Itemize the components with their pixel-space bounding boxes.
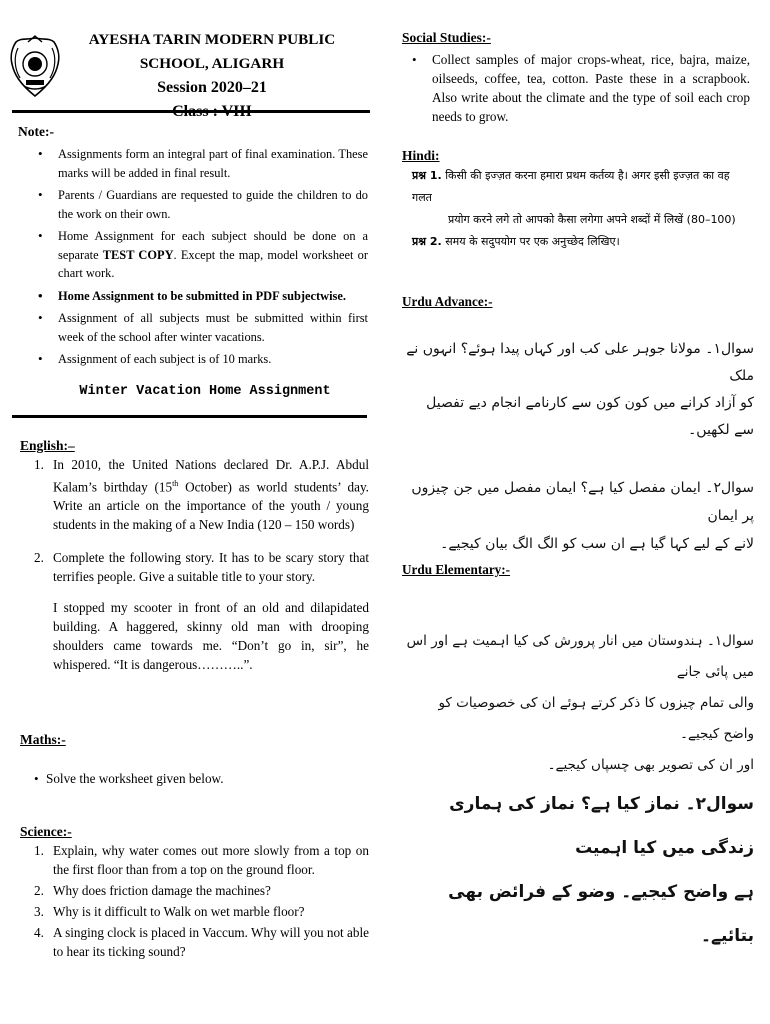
urdu-elementary-heading: Urdu Elementary:-: [402, 562, 511, 577]
english-question: 1. In 2010, the United Nations declared Dr. A.P.J. Abdul Kalam’s birthday (15th October) as world students’ day. Write an article on the importance of the youth / young students in the making of a New India (120 – 150 words): [34, 457, 369, 533]
note-item: • Assignment of each subject is of 10 marks.: [38, 350, 368, 369]
maths-section: [20, 730, 369, 792]
hindi-question: प्रश्न 2. समय के सदुपयोग पर एक अनुच्छेद लिखिए।: [412, 235, 620, 248]
social-heading: Social Studies:-: [402, 30, 491, 45]
note-item: • Home Assignment for each subject should be done on a separate TEST COPY. Except the map, model worksheet or chart work.: [38, 227, 368, 283]
assignment-title: Winter Vacation Home Assignment: [79, 384, 331, 399]
maths-heading: Maths:-: [20, 732, 66, 747]
session-label: Session 2020–21: [157, 79, 267, 96]
header-rule: [12, 110, 370, 113]
social-section: [402, 28, 750, 130]
social-item: • Collect samples of major crops-wheat, rice, bajra, maize, oilseeds, coffee, tea, cotton. Paste these in a scrapbook. Also write about the climate and the type of soil each crop needs to grow.: [412, 50, 750, 126]
note-section: [18, 122, 368, 373]
science-question: 3. Why is it difficult to Walk on wet marble floor?: [34, 904, 305, 919]
note-list: [38, 145, 368, 369]
hindi-question-cont: प्रयोग करने लगे तो आपको कैसा लगेगा अपने शब्दों में लिखें (80–100): [448, 213, 736, 226]
note-item: • Assignment of all subjects must be submitted within first week of the school after winter vacations.: [38, 309, 368, 346]
hindi-heading: Hindi:: [402, 148, 440, 163]
science-question: 4. A singing clock is placed in Vaccum. Why will you not able to hear its ticking sound?: [34, 925, 369, 959]
science-question: 2. Why does friction damage the machines?: [34, 883, 271, 898]
science-question: 1. Explain, why water comes out more slowly from a top on the first floor than from a top on the ground floor.: [34, 843, 369, 877]
urdu-elementary-q2: سوال۲۔ نماز کیا ہے؟ نماز کی ہماری زندگی میں کیا اہمیت ہے واضح کیجیے۔ وضو کے فرائض بھی بتائیے۔: [448, 794, 754, 946]
english-question: 2. Complete the following story. It has to be scary story that terrifies people. Give a suitable title to your story.: [34, 550, 369, 585]
urdu-advance-q2: سوال۲۔ ایمان مفصل کیا ہے؟ ایمان مفصل میں جن چیزوں پر ایمان لانے کے لیے کہا گیا ہے ان سب کو الگ الگ بیان کیجیے۔: [411, 480, 754, 552]
hindi-question: प्रश्न 1. किसी की इज्ज़त करना हमारा प्रथम कर्तव्य है। अगर इसी इज्ज़त का वह गलत: [412, 169, 730, 204]
maths-item: • Solve the worksheet given below.: [34, 769, 369, 788]
urdu-elementary-q1: سوال۱۔ ہندوستان میں انار پرورش کی کیا اہمیت ہے اور اس میں پائی جانے والی تمام چیزوں کا ذکر کرتے ہوئے ان کی خصوصیات کو واضح کیجیے۔ اور ان کی تصویر بھی چسپاں کیجیے۔: [406, 633, 754, 773]
title-rule: [12, 415, 367, 418]
note-item: • Parents / Guardians are requested to guide the children to do the work on their own.: [38, 186, 368, 223]
science-heading: Science:-: [20, 824, 72, 839]
note-heading: Note:-: [18, 124, 54, 139]
note-item: • Home Assignment to be submitted in PDF subjectwise.: [38, 287, 368, 306]
note-item: • Assignments form an integral part of final examination. These marks will be added in final result.: [38, 145, 368, 182]
urdu-advance-q1: سوال۱۔ مولانا جوہر علی کب اور کہاں پیدا ہوئے؟ انہوں نے ملک کو آزاد کرانے میں کون کون سے کارنامے انجام دیے تفصیل سے لکھیں۔: [406, 341, 754, 438]
english-section: [20, 436, 369, 674]
science-section: [20, 822, 369, 963]
hindi-section: [402, 146, 752, 253]
urdu-advance-heading: Urdu Advance:-: [402, 294, 493, 309]
story-prompt: I stopped my scooter in front of an old and dilapidated building. A haggered, skinny old man with drooping shoulders came towards me. “Don’t go in, sir”, he whispered. “It is dangerous………..”.: [53, 600, 369, 673]
english-heading: English:–: [20, 438, 75, 453]
school-name: AYESHA TARIN MODERN PUBLIC SCHOOL, ALIGARH: [88, 31, 336, 72]
